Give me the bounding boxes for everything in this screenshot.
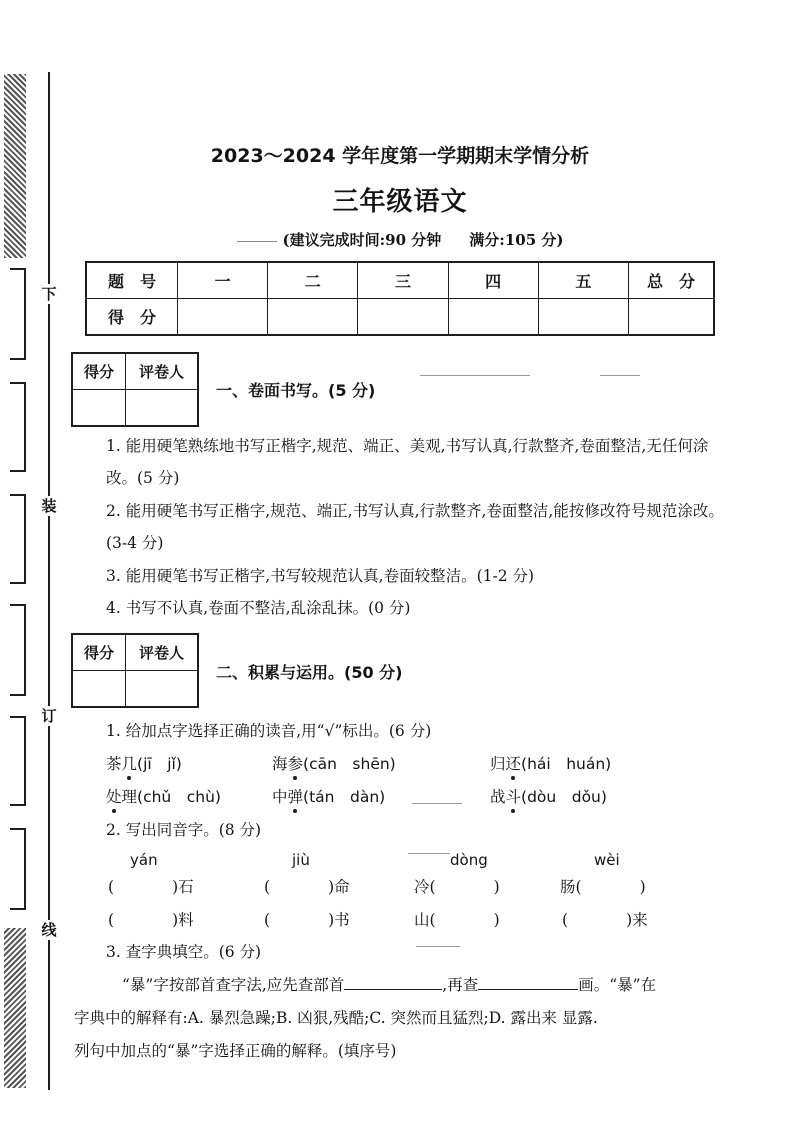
exam-info — [150, 229, 650, 250]
q3-line-2: 字典中的解释有:A. 暴烈急躁;B. 凶狠,残酷;C. 突然而且猛烈;D. 露出来 显露. — [74, 1009, 598, 1027]
q2-blank[interactable]: 肠( ) — [560, 878, 646, 896]
grader-name-label: 评卷人 — [126, 353, 199, 390]
q3-line-1: “暴”字按部首查字法,应先查部首 ,再查 画。“暴”在 — [122, 976, 657, 994]
subject-title: 三年级语文 — [332, 187, 468, 217]
q2-pinyin: yán — [130, 851, 158, 869]
score-table-header: 三 — [358, 262, 448, 299]
binding-bracket — [10, 828, 26, 910]
score-cell[interactable] — [629, 299, 715, 336]
q2-pinyin: dòng — [450, 851, 488, 869]
q1-word[interactable]: 处理(chǔ chù) — [106, 788, 221, 806]
grader-box — [71, 633, 199, 708]
score-info: 满分:105 分) — [469, 231, 564, 249]
q1-prompt: 1. 给加点字选择正确的读音,用“√”标出。(6 分) — [106, 722, 432, 740]
q2-blank[interactable]: 山( ) — [414, 911, 500, 929]
dotted-char: 斗 — [505, 788, 522, 806]
pinyin-options[interactable]: (jī jǐ) — [137, 755, 182, 773]
binding-char-zhuang: 装 — [39, 496, 59, 516]
binding-hatch-top — [4, 74, 26, 258]
section1-title: 一、卷面书写。(5 分) — [216, 381, 376, 400]
q2-blank[interactable]: ( )来 — [562, 911, 648, 929]
pinyin-options[interactable]: (chǔ chù) — [137, 788, 221, 806]
grader-score-cell[interactable] — [72, 390, 126, 427]
score-row-label: 得 分 — [86, 299, 178, 336]
grader-name-cell[interactable] — [126, 390, 199, 427]
dotted-char: 还 — [505, 755, 522, 773]
q2-pinyin: wèi — [594, 851, 620, 869]
score-table-header-row — [86, 262, 714, 299]
q3-radical-blank[interactable] — [344, 989, 442, 990]
score-table-header: 题 号 — [86, 262, 178, 299]
binding-char-xian: 线 — [39, 920, 59, 940]
score-cell[interactable] — [358, 299, 448, 336]
time-info: (建议完成时间:90 分钟 — [282, 231, 442, 249]
score-table-header: 总 分 — [629, 262, 715, 299]
dotted-char: 处 — [106, 788, 122, 806]
pinyin-options[interactable]: (tán dàn) — [303, 788, 386, 806]
q1-word[interactable]: 茶几(jī jǐ) — [106, 755, 182, 773]
score-cell[interactable] — [448, 299, 538, 336]
q1-word[interactable]: 海参(cān shēn) — [272, 755, 396, 773]
score-table-header: 四 — [448, 262, 538, 299]
binding-bracket — [10, 382, 26, 472]
binding-bracket — [10, 268, 26, 360]
q2-blank[interactable]: ( )石 — [108, 878, 194, 896]
score-table-header: 一 — [178, 262, 268, 299]
q1-word[interactable]: 归还(hái huán) — [490, 755, 612, 773]
q2-blank[interactable]: ( )书 — [264, 911, 350, 929]
section1-item-2: 2. 能用硬笔书写正楷字,规范、端正,书写认真,行款整齐,卷面整洁,能按修改符号规范涂改。(3-4 分) — [106, 502, 724, 552]
q1-word[interactable]: 战斗(dòu dǒu) — [490, 788, 607, 806]
grader-name-cell[interactable] — [126, 671, 199, 708]
score-cell[interactable] — [178, 299, 268, 336]
section1-item-4: 4. 书写不认真,卷面不整洁,乱涂乱抹。(0 分) — [106, 599, 411, 617]
decorative-rule — [237, 241, 277, 242]
grader-score-label: 得分 — [72, 353, 126, 390]
pinyin-options[interactable]: (dòu dǒu) — [521, 788, 607, 806]
binding-margin — [0, 0, 60, 1123]
scan-mark — [412, 803, 462, 804]
grader-score-label: 得分 — [72, 634, 126, 671]
dotted-char: 参 — [287, 755, 304, 773]
q2-prompt: 2. 写出同音字。(8 分) — [106, 821, 262, 839]
q2-pinyin: jiù — [292, 851, 310, 869]
dotted-char: 几 — [121, 755, 138, 773]
q2-blank[interactable]: ( )料 — [108, 911, 194, 929]
score-cell[interactable] — [538, 299, 628, 336]
score-cell[interactable] — [268, 299, 358, 336]
binding-char-ding: 订 — [39, 706, 59, 726]
score-table-score-row — [86, 299, 714, 336]
scan-mark — [408, 853, 450, 854]
binding-char-xia: 下 — [39, 284, 59, 304]
q2-blank[interactable]: ( )命 — [264, 878, 350, 896]
scan-mark — [416, 946, 460, 947]
grader-score-cell[interactable] — [72, 671, 126, 708]
grader-box — [71, 352, 199, 427]
pinyin-options[interactable]: (cān shēn) — [303, 755, 396, 773]
section2-title: 二、积累与运用。(50 分) — [216, 663, 403, 682]
dotted-char: 弹 — [287, 788, 304, 806]
section1-item-3: 3. 能用硬笔书写正楷字,书写较规范认真,卷面较整洁。(1-2 分) — [106, 567, 535, 585]
score-table — [85, 261, 715, 336]
q3-line-3: 列句中加点的“暴”字选择正确的解释。(填序号) — [74, 1042, 397, 1060]
pinyin-options[interactable]: (hái huán) — [521, 755, 612, 773]
exam-title: 2023～2024 学年度第一学期期末学情分析 — [210, 145, 590, 167]
binding-bracket — [10, 716, 26, 806]
q3-strokes-blank[interactable] — [478, 989, 578, 990]
binding-bracket — [10, 604, 26, 696]
section1-item-1: 1. 能用硬笔熟练地书写正楷字,规范、端正、美观,书写认真,行款整齐,卷面整洁,无任何涂改。(5 分) — [106, 437, 709, 487]
score-table-header: 五 — [538, 262, 628, 299]
binding-hatch-bottom — [4, 928, 26, 1088]
q1-word[interactable]: 中弹(tán dàn) — [272, 788, 386, 806]
grader-name-label: 评卷人 — [126, 634, 199, 671]
binding-bracket — [10, 494, 26, 584]
scan-mark — [600, 375, 640, 376]
q3-prompt: 3. 查字典填空。(6 分) — [106, 943, 262, 961]
scan-mark — [420, 375, 530, 376]
score-table-header: 二 — [268, 262, 358, 299]
q2-blank[interactable]: 冷( ) — [414, 878, 500, 896]
